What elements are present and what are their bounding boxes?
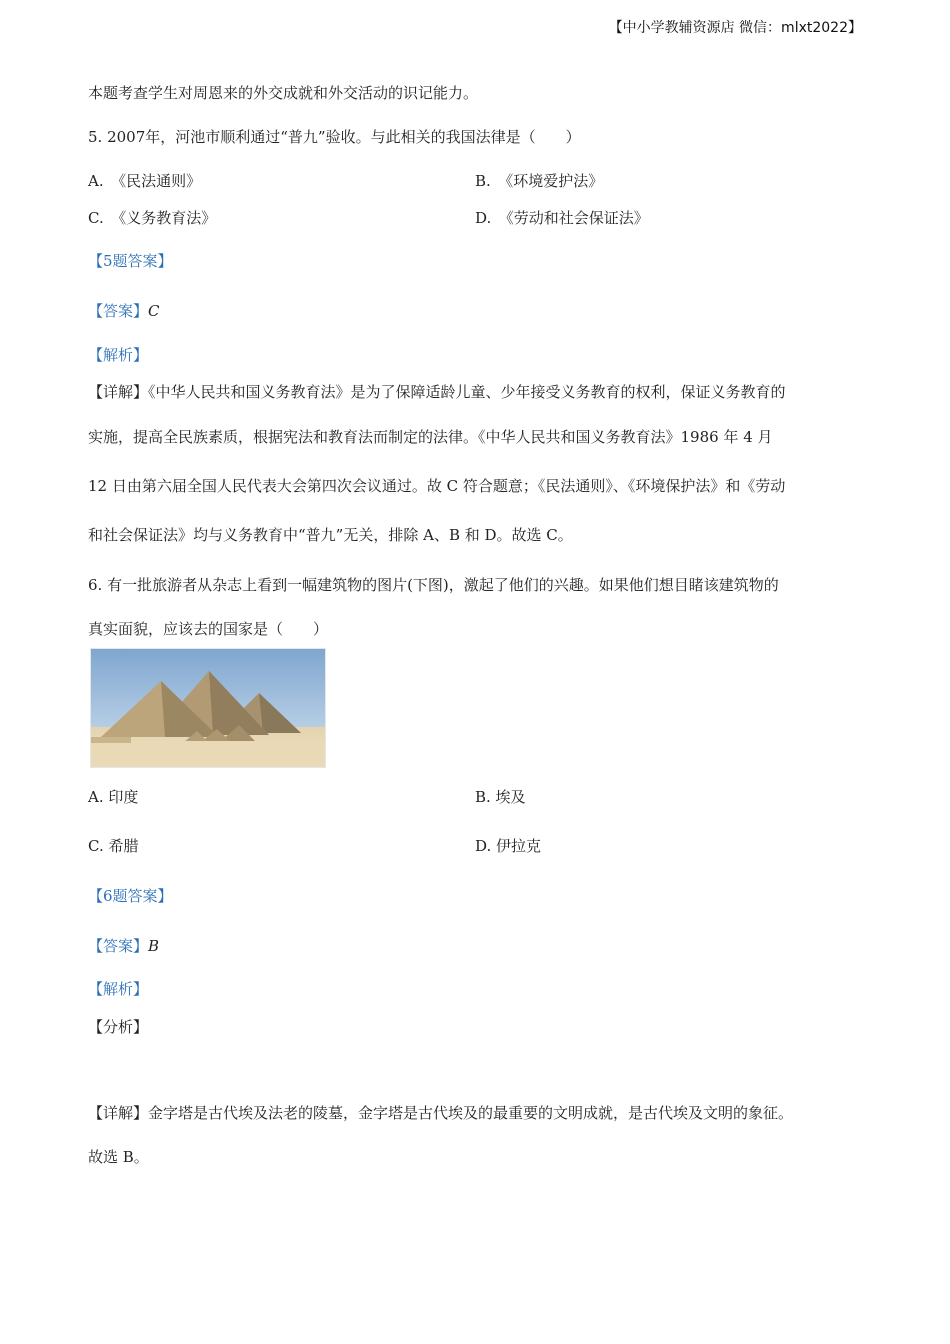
- q5-question: 5. 2007年，河池市顺利通过“普九”验收。与此相关的我国法律是（ ）: [88, 128, 581, 146]
- q6-analysis-sub: 【分析】: [88, 1018, 149, 1036]
- q6-answer-title: 【6题答案】: [88, 887, 173, 905]
- q6-analysis-label: 【解析】: [88, 980, 149, 998]
- q5-option-b: B. 《环境爱护法》: [475, 172, 604, 190]
- q6-option-b: B. 埃及: [475, 788, 526, 806]
- q6-detail-line-2: 故选 B。: [88, 1148, 149, 1166]
- q5-answer-title: 【5题答案】: [88, 252, 173, 270]
- q6-option-c: C. 希腊: [88, 837, 139, 855]
- q5-answer-row: [88, 300, 160, 321]
- q6-detail-line-1: 【详解】金字塔是古代埃及法老的陵墓，金字塔是古代埃及的最重要的文明成就，是古代埃及文明的象征。: [88, 1104, 794, 1122]
- q6-option-d: D. 伊拉克: [475, 837, 542, 855]
- q6-answer-label: 【答案】: [88, 937, 149, 955]
- q5-detail-line-2: 实施，提高全民族素质，根据宪法和教育法而制定的法律。《中华人民共和国义务教育法》1986 年 4 月: [88, 428, 773, 446]
- q6-option-a: A. 印度: [88, 788, 139, 806]
- q5-detail-line-4: 和社会保证法》均与义务教育中“普九”无关，排除 A、B 和 D。故选 C。: [88, 526, 573, 544]
- q6-answer-row: [88, 935, 159, 956]
- q5-answer-value: C: [148, 302, 160, 320]
- q5-answer-label: 【答案】: [88, 302, 149, 320]
- q6-question-line-2: 真实面貌，应该去的国家是（ ）: [88, 620, 329, 638]
- q5-option-d: D. 《劳动和社会保证法》: [475, 209, 649, 227]
- intro-line: 本题考查学生对周恩来的外交成就和外交活动的识记能力。: [88, 84, 479, 102]
- q5-analysis-label: 【解析】: [88, 346, 149, 364]
- q6-answer-value: B: [148, 937, 160, 955]
- q5-option-a: A. 《民法通则》: [88, 172, 202, 190]
- q5-option-c: C. 《义务教育法》: [88, 209, 217, 227]
- q5-detail-line-3: 12 日由第六届全国人民代表大会第四次会议通过。故 C 符合题意；《民法通则》、《环境保护法》和《劳动: [88, 477, 786, 495]
- q5-detail-line-1: 【详解】《中华人民共和国义务教育法》是为了保障适龄儿童、少年接受义务教育的权利，保证义务教育的: [88, 383, 786, 401]
- pyramids-photo: [90, 648, 326, 768]
- watermark-header: 【中小学教辅资源店 微信：mlxt2022】: [608, 20, 862, 36]
- q6-question-line-1: 6. 有一批旅游者从杂志上看到一幅建筑物的图片(下图)，激起了他们的兴趣。如果他们想目睹该建筑物的: [88, 576, 779, 594]
